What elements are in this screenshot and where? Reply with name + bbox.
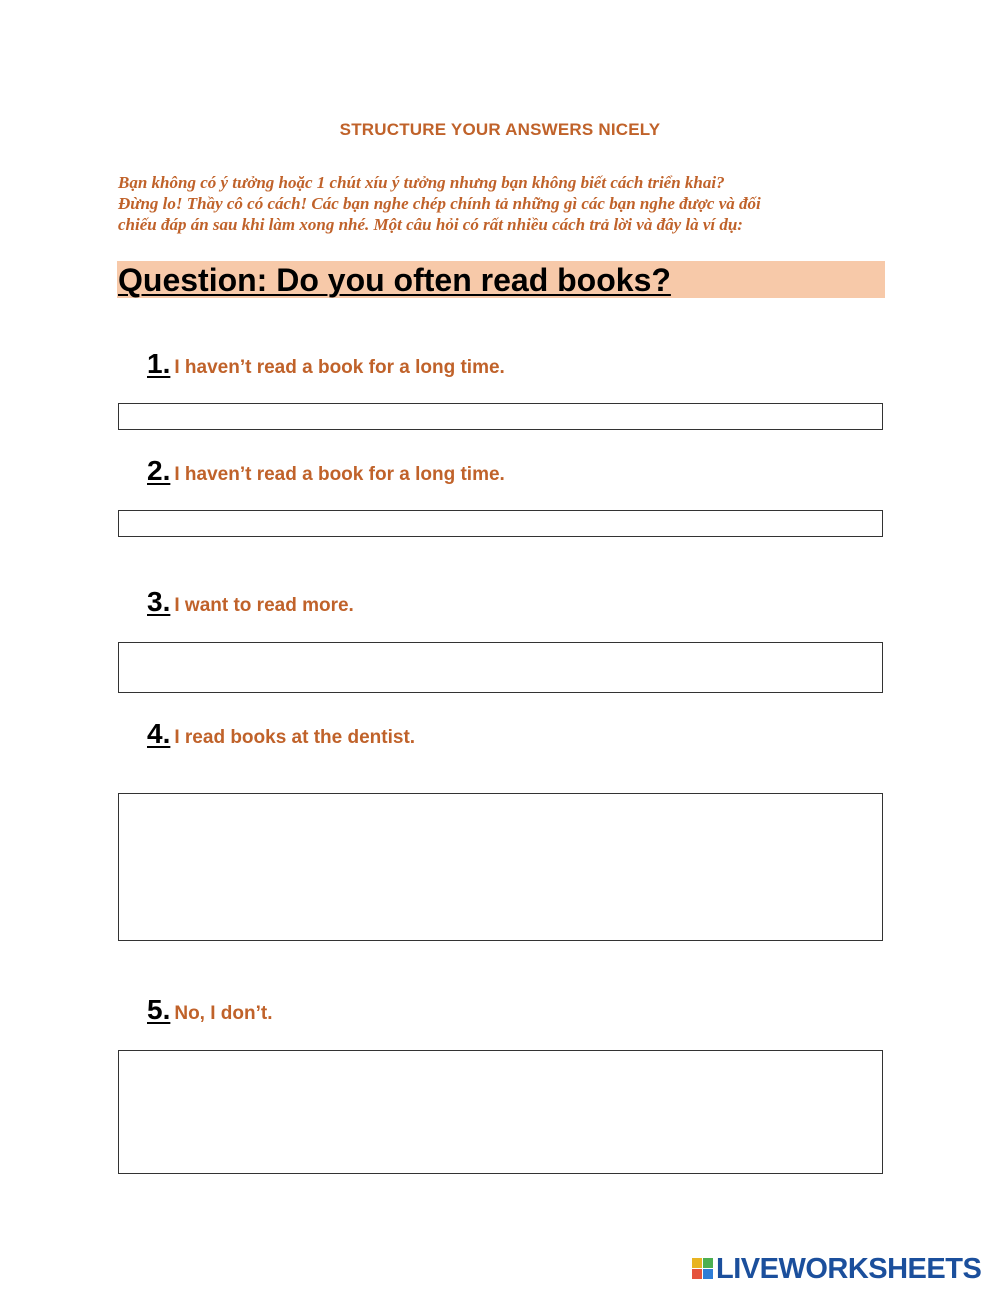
item-answer: I want to read more. bbox=[174, 595, 354, 616]
item-number: 3. bbox=[147, 586, 171, 617]
item-number: 4. bbox=[147, 718, 171, 749]
worksheet-title: STRUCTURE YOUR ANSWERS NICELY bbox=[339, 120, 661, 139]
item-2 bbox=[147, 455, 505, 487]
item-answer: I haven’t read a book for a long time. bbox=[174, 464, 505, 485]
answer-box-2[interactable] bbox=[118, 510, 883, 537]
item-answer: No, I don’t. bbox=[174, 1003, 273, 1024]
question-heading: Question: Do you often read books? bbox=[118, 262, 671, 298]
item-3 bbox=[147, 586, 354, 618]
item-5 bbox=[147, 994, 273, 1026]
item-answer: I haven’t read a book for a long time. bbox=[174, 357, 505, 378]
intro-line: Đừng lo! Thầy cô có cách! Các bạn nghe chép chính tả những gì các bạn nghe được và đối bbox=[118, 194, 761, 213]
item-1 bbox=[147, 348, 505, 380]
intro-line: Bạn không có ý tưởng hoặc 1 chút xíu ý tưởng nhưng bạn không biết cách triển khai? bbox=[118, 173, 725, 192]
logo-text: LIVEWORKSHEETS bbox=[716, 1252, 982, 1285]
item-number: 2. bbox=[147, 455, 171, 486]
answer-box-1[interactable] bbox=[118, 403, 883, 430]
intro-paragraph bbox=[118, 172, 888, 235]
answer-box-3[interactable] bbox=[118, 642, 883, 693]
answer-box-5[interactable] bbox=[118, 1050, 883, 1174]
logo-mark-icon bbox=[692, 1258, 714, 1280]
item-answer: I read books at the dentist. bbox=[174, 727, 416, 748]
item-number: 5. bbox=[147, 994, 171, 1025]
liveworksheets-logo bbox=[692, 1252, 981, 1286]
item-number: 1. bbox=[147, 348, 171, 379]
intro-line: chiếu đáp án sau khi làm xong nhé. Một câu hỏi có rất nhiều cách trả lời và đây là ví dụ: bbox=[118, 215, 743, 234]
item-4 bbox=[147, 718, 415, 750]
answer-box-4[interactable] bbox=[118, 793, 883, 941]
